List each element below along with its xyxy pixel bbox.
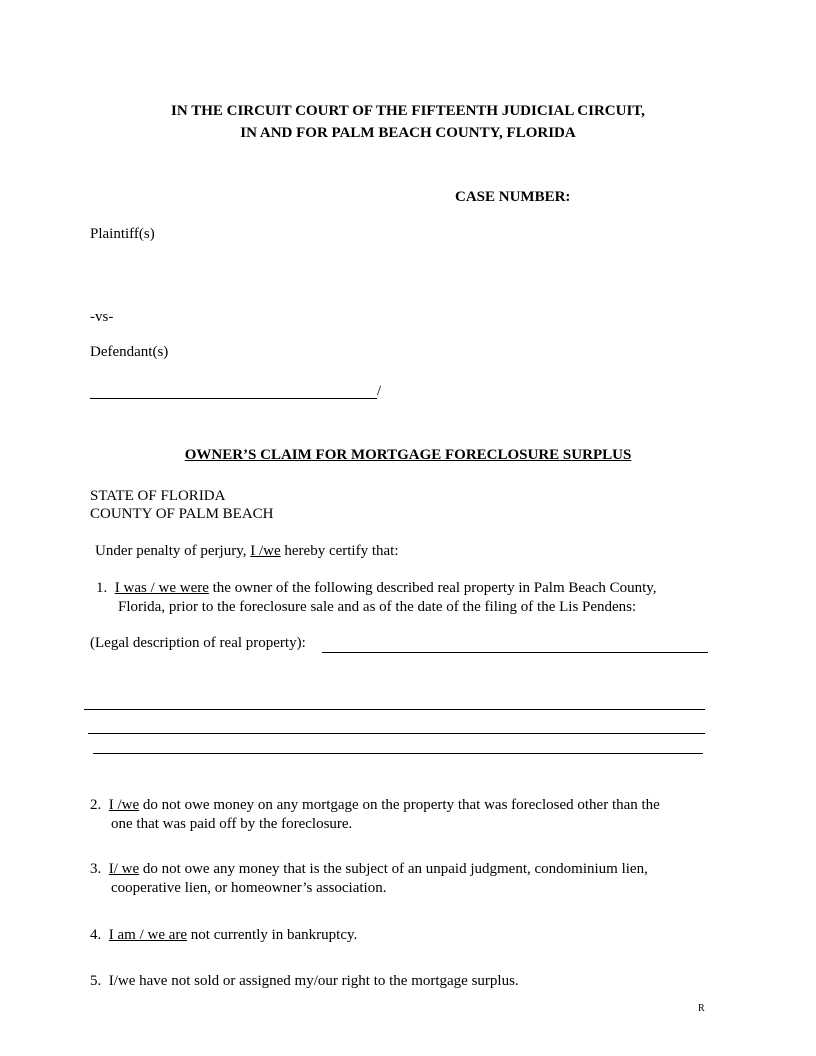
item-1 <box>96 579 657 597</box>
venue-state: STATE OF FLORIDA <box>90 488 226 504</box>
item-5-number: 5. <box>90 973 102 989</box>
item-2 <box>90 796 660 814</box>
caption-slash: / <box>377 383 382 399</box>
document-title: OWNER’S CLAIM FOR MORTGAGE FORECLOSURE SURPLUS <box>184 447 632 463</box>
legal-description-line-1[interactable] <box>322 652 708 653</box>
court-heading-line2: IN AND FOR PALM BEACH COUNTY, FLORIDA <box>240 125 576 141</box>
intro-prefix: Under penalty of perjury, <box>95 543 251 559</box>
legal-description-label: (Legal description of real property): <box>90 635 306 651</box>
defendant-label: Defendant(s) <box>90 344 169 360</box>
item-4-number: 4. <box>90 927 102 943</box>
item-2-number: 2. <box>90 797 102 813</box>
item-3-choice: I/ we <box>108 861 140 877</box>
item-1-line2: Florida, prior to the foreclosure sale and as of the date of the filing of the Lis Pendens: <box>118 599 637 615</box>
intro-choice: I /we <box>250 543 281 559</box>
item-2-text: do not owe money on any mortgage on the property that was foreclosed other than the <box>139 797 660 813</box>
item-4-choice: I am / we are <box>108 927 188 943</box>
footer-mark: R <box>698 1003 705 1014</box>
case-number-label: CASE NUMBER: <box>455 189 571 205</box>
item-3-number: 3. <box>90 861 102 877</box>
intro-statement <box>95 542 399 560</box>
item-2-choice: I /we <box>108 797 140 813</box>
item-2-line2: one that was paid off by the foreclosure. <box>111 816 353 832</box>
item-4 <box>90 926 357 944</box>
caption-signature-line <box>90 398 377 399</box>
versus-label: -vs- <box>90 309 114 325</box>
item-3-text: do not owe any money that is the subject of an unpaid judgment, condominium lien, <box>139 861 648 877</box>
item-3 <box>90 860 648 878</box>
legal-description-line-3[interactable] <box>88 733 705 734</box>
item-4-text: not currently in bankruptcy. <box>187 927 358 943</box>
intro-suffix: hereby certify that: <box>280 543 399 559</box>
legal-description-line-2[interactable] <box>84 709 705 710</box>
item-3-line2: cooperative lien, or homeowner’s association. <box>111 880 387 896</box>
item-1-text: the owner of the following described real property in Palm Beach County, <box>208 580 657 596</box>
item-5 <box>90 972 519 990</box>
court-heading-line1: IN THE CIRCUIT COURT OF THE FIFTEENTH JUDICIAL CIRCUIT, <box>171 103 645 119</box>
item-1-number: 1. <box>96 580 108 596</box>
item-5-text: I/we have not sold or assigned my/our right to the mortgage surplus. <box>108 973 519 989</box>
legal-description-line-4[interactable] <box>93 753 703 754</box>
plaintiff-label: Plaintiff(s) <box>90 226 155 242</box>
venue-county: COUNTY OF PALM BEACH <box>90 506 274 522</box>
item-1-choice: I was / we were <box>114 580 209 596</box>
